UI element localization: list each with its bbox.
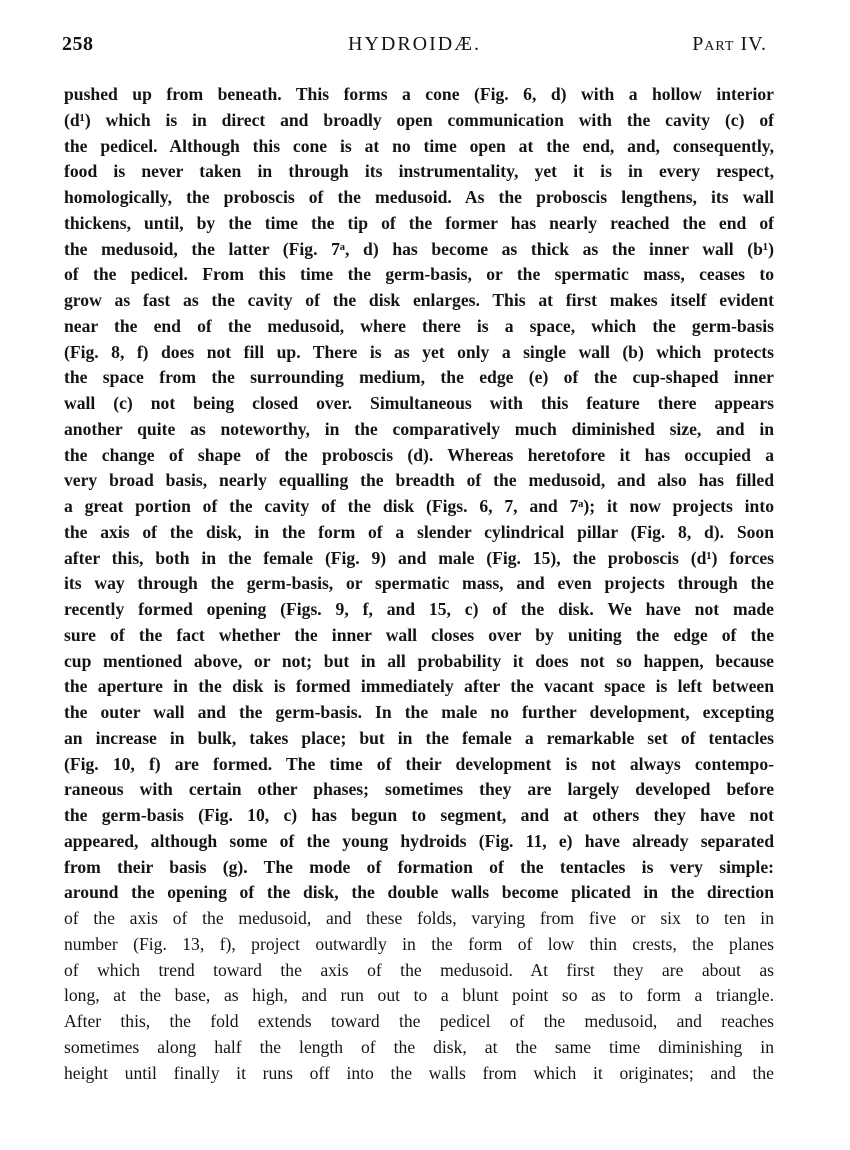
part-label: Part IV. (692, 33, 767, 55)
text-line: grow as fast as the cavity of the disk enlarges. This at first makes itself evident (64, 290, 774, 310)
text-line: the germ-basis (Fig. 10, c) has begun to segment, and at others they have not (64, 805, 774, 825)
page-number: 258 (62, 33, 94, 55)
text-line: long, at the base, as high, and run out to a blunt point so as to form a triangle. (64, 985, 774, 1006)
text-line: raneous with certain other phases; sometimes they are largely developed before (64, 779, 774, 800)
text-line: (Fig. 8, f) does not fill up. There is as yet only a single wall (b) which protects (64, 341, 774, 362)
text-line: homologically, the proboscis of the medusoid. As the proboscis lengthens, its wall (64, 187, 774, 207)
text-line: another quite as noteworthy, in the comparatively much diminished size, and in (64, 418, 774, 439)
text-line: from their basis (g). The mode of formation of the tentacles is very simple: (64, 856, 774, 877)
running-title: HYDROIDÆ. (348, 33, 481, 55)
text-line: sure of the fact whether the inner wall closes over by uniting the edge of the (64, 624, 774, 645)
text-line: an increase in bulk, takes place; but in the female a remarkable set of tentacles (64, 727, 774, 748)
text-line: of the pedicel. From this time the germ-basis, or the spermatic mass, ceases to (64, 264, 774, 285)
text-line: of the axis of the medusoid, and these folds, varying from five or six to ten in (64, 908, 774, 928)
text-line: the aperture in the disk is formed immediately after the vacant space is left between (64, 676, 774, 697)
text-line: its way through the germ-basis, or spermatic mass, and even projects through the (64, 573, 774, 594)
text-line: the axis of the disk, in the form of a slender cylindrical pillar (Fig. 8, d). Soon (64, 521, 774, 542)
page-header (62, 33, 767, 59)
text-line: recently formed opening (Figs. 9, f, and 15, c) of the disk. We have not made (64, 599, 774, 619)
text-line: after this, both in the female (Fig. 9) and male (Fig. 15), the proboscis (d¹) forces (64, 547, 774, 568)
text-line: the pedicel. Although this cone is at no time open at the end, and, consequently, (64, 135, 774, 156)
text-line: the medusoid, the latter (Fig. 7ᵃ, d) has become as thick as the inner wall (b¹) (64, 238, 774, 259)
text-line: near the end of the medusoid, where there is a space, which the germ-basis (64, 315, 774, 336)
text-line: thickens, until, by the time the tip of the former has nearly reached the end of (64, 212, 774, 233)
text-line: (d¹) which is in direct and broadly open communication with the cavity (c) of (64, 109, 774, 130)
text-line: around the opening of the disk, the double walls become plicated in the direction (64, 882, 774, 903)
text-line: the outer wall and the germ-basis. In the male no further development, excepting (64, 702, 774, 722)
text-line: the space from the surrounding medium, the edge (e) of the cup-shaped inner (64, 367, 774, 388)
text-line: very broad basis, nearly equalling the breadth of the medusoid, and also has filled (64, 470, 774, 491)
text-line: appeared, although some of the young hydroids (Fig. 11, e) have already separated (64, 830, 774, 851)
text-line: food is never taken in through its instrumentality, yet it is in every respect, (64, 161, 774, 182)
body-text (64, 82, 774, 1086)
text-line: the change of shape of the proboscis (d). Whereas heretofore it has occupied a (64, 444, 774, 465)
text-line: After this, the fold extends toward the pedicel of the medusoid, and reaches (64, 1011, 774, 1031)
text-line: number (Fig. 13, f), project outwardly in the form of low thin crests, the planes (64, 933, 774, 954)
text-line: a great portion of the cavity of the disk (Figs. 6, 7, and 7ᵃ); it now projects into (64, 496, 774, 516)
text-line: of which trend toward the axis of the medusoid. At first they are about as (64, 959, 774, 980)
text-line: wall (c) not being closed over. Simultaneous with this feature there appears (64, 393, 774, 413)
text-line: cup mentioned above, or not; but in all probability it does not so happen, because (64, 650, 774, 671)
text-line: pushed up from beneath. This forms a cone (Fig. 6, d) with a hollow interior (64, 84, 774, 104)
text-line: height until finally it runs off into the walls from which it originates; and the (64, 1062, 774, 1083)
text-line: (Fig. 10, f) are formed. The time of their development is not always contempo- (64, 753, 774, 774)
text-line: sometimes along half the length of the disk, at the same time diminishing in (64, 1036, 774, 1057)
